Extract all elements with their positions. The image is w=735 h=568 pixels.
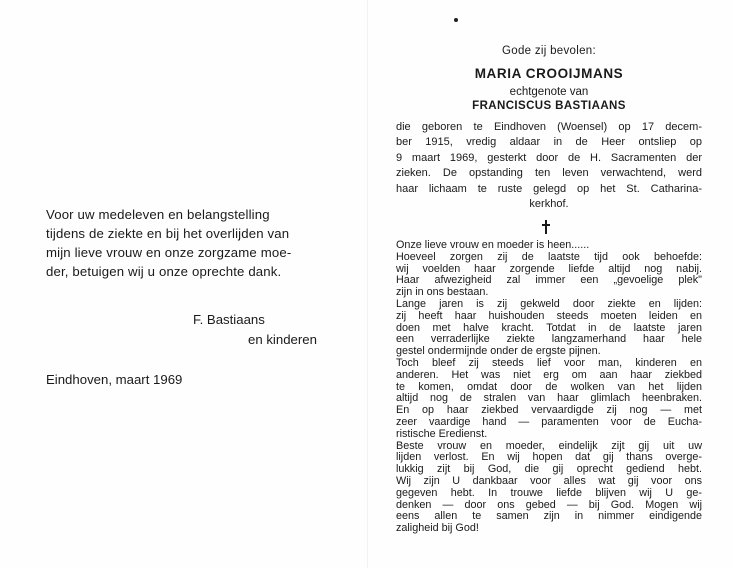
poem-line: Hoeveel zorgen zij de laatste tijd ook behoefde: (396, 250, 702, 263)
memorial-poem (396, 240, 702, 535)
poem-line: gegeven hebt. In trouwe liefde blijven wij U ge- (396, 486, 702, 499)
poem-line: wij voelden haar zorgende liefde altijd nog nabij. (396, 262, 702, 275)
poem-line: Haar afwezigheid zal immer een „gevoelige plek" (396, 274, 702, 287)
signature-family: en kinderen (248, 332, 317, 347)
deceased-name: MARIA CROOIJMANS (474, 66, 624, 81)
poem-line: Wij zijn U dankbaar voor alles wat gij voor ons (396, 474, 702, 487)
poem-line: Lange jaren is zij gekweld door ziekte en lijden: (396, 297, 702, 310)
biography (396, 120, 702, 212)
poem-line: gestel ondermijnde onder de ergste pijnen. (396, 345, 601, 358)
poem-line: een verraderlijke ziekte langzamerhand haar hele (396, 333, 702, 346)
poem-line: eens allen te samen zijn in nimmer eindigende (396, 510, 702, 523)
thanks-text (46, 205, 346, 281)
bio-line: die geboren te Eindhoven (Woensel) op 17 decem- (396, 121, 702, 133)
bio-line: zieken. De opstanding ten leven verwachtend, werd (396, 167, 702, 180)
thanks-line: tijdens de ziekte en bij het overlijden van (46, 226, 290, 241)
cross-icon (540, 219, 552, 235)
print-dot (454, 18, 458, 22)
bio-line: 9 maart 1969, gesterkt door de H. Sacramenten der (396, 151, 702, 164)
bio-line: ber 1915, vredig aldaar in de Heer ontsliep op (396, 136, 702, 149)
poem-line: te komen, omdat door de wolken van het lijden (396, 380, 702, 393)
thanks-line: der, betuigen wij u onze oprechte dank. (46, 264, 282, 279)
poem-line: lukkig zijt bij God, die gij oprecht gediend hebt. (396, 463, 702, 476)
poem-line: Beste vrouw en moeder, eindelijk zijt gij uit uw (396, 439, 702, 452)
poem-line: anderen. Het was niet erg om aan haar ziekbed (396, 368, 702, 381)
thanks-line: mijn lieve vrouw en onze zorgzame moe- (46, 245, 292, 260)
poem-line: denken — door ons gebed — bij God. Mogen wij (396, 498, 702, 511)
signature-name: F. Bastiaans (193, 312, 265, 327)
poem-line: Toch bleef zij steeds lief voor man, kinderen en (396, 356, 702, 369)
fold-line (367, 0, 368, 568)
intro-text: Gode zij bevolen: (502, 45, 596, 57)
poem-line: doen met halve kracht. Totdat in de laatste jaren (396, 321, 702, 334)
poem-line: zij heeft haar huishouden steeds moeten leiden en (396, 309, 702, 322)
spouse-prefix: echtgenote van (509, 86, 589, 98)
spouse-name: FRANCISCUS BASTIAANS (472, 100, 626, 112)
poem-line: zijn in ons bestaan. (396, 286, 489, 299)
poem-line: lijden verlost. En wij hopen dat gij thans overge- (396, 451, 702, 464)
poem-line: ristische Eredienst. (396, 427, 488, 440)
poem-line: zeer vaardige hand — paramenten voor de Eucha- (396, 415, 702, 428)
poem-line: Onze lieve vrouw en moeder is heen...... (396, 239, 590, 251)
thanks-line: Voor uw medeleven en belangstelling (46, 207, 270, 222)
poem-line: altijd nog de stralen van haar glimlach heenbraken. (396, 392, 702, 405)
poem-line: En op haar ziekbed vervaardigde zij nog — met (396, 404, 702, 417)
bio-line: haar lichaam te ruste gelegd op het St. Catharina- (396, 182, 702, 195)
bio-line: kerkhof. (529, 198, 569, 211)
place-date: Eindhoven, maart 1969 (46, 372, 183, 387)
poem-line: zaligheid bij God! (396, 522, 479, 535)
